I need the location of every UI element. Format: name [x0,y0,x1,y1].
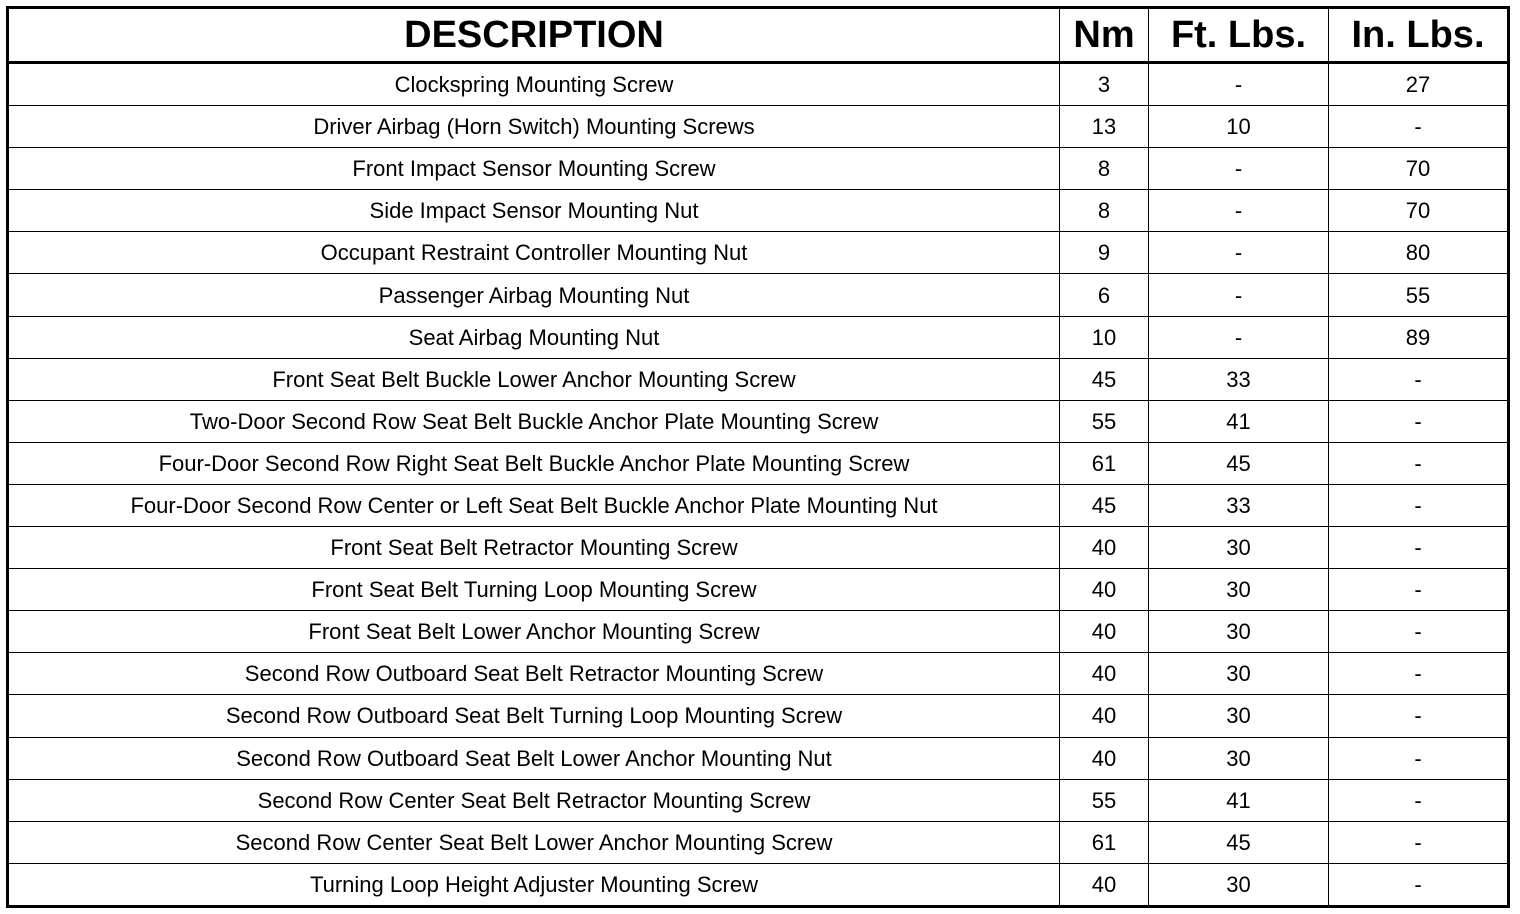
cell-description: Occupant Restraint Controller Mounting Nut [8,232,1060,274]
cell-nm: 10 [1060,316,1149,358]
cell-nm: 40 [1060,653,1149,695]
cell-ft-lbs: 45 [1149,442,1329,484]
cell-nm: 8 [1060,190,1149,232]
cell-in-lbs: - [1329,358,1509,400]
cell-description: Second Row Outboard Seat Belt Lower Anchor Mounting Nut [8,737,1060,779]
cell-description: Second Row Outboard Seat Belt Turning Loop Mounting Screw [8,695,1060,737]
cell-ft-lbs: - [1149,148,1329,190]
cell-description: Second Row Center Seat Belt Lower Anchor Mounting Screw [8,821,1060,863]
cell-description: Front Seat Belt Lower Anchor Mounting Screw [8,611,1060,653]
cell-nm: 13 [1060,106,1149,148]
cell-in-lbs: - [1329,611,1509,653]
cell-nm: 40 [1060,737,1149,779]
cell-description: Front Seat Belt Retractor Mounting Screw [8,527,1060,569]
cell-in-lbs: - [1329,863,1509,906]
cell-nm: 61 [1060,442,1149,484]
cell-in-lbs: - [1329,527,1509,569]
cell-nm: 45 [1060,484,1149,526]
cell-description: Two-Door Second Row Seat Belt Buckle Anchor Plate Mounting Screw [8,400,1060,442]
cell-nm: 40 [1060,527,1149,569]
cell-ft-lbs: 30 [1149,611,1329,653]
cell-nm: 40 [1060,863,1149,906]
header-in-lbs: In. Lbs. [1329,8,1509,63]
table-row [8,400,1509,442]
cell-description: Passenger Airbag Mounting Nut [8,274,1060,316]
cell-in-lbs: - [1329,779,1509,821]
cell-description: Turning Loop Height Adjuster Mounting Screw [8,863,1060,906]
table-row [8,821,1509,863]
cell-in-lbs: - [1329,737,1509,779]
table-row [8,190,1509,232]
header-ft-lbs: Ft. Lbs. [1149,8,1329,63]
table-row [8,779,1509,821]
table-row [8,863,1509,906]
cell-nm: 45 [1060,358,1149,400]
table-body [8,63,1509,907]
table-row [8,484,1509,526]
cell-ft-lbs: 41 [1149,779,1329,821]
cell-ft-lbs: - [1149,63,1329,106]
cell-description: Seat Airbag Mounting Nut [8,316,1060,358]
cell-description: Front Seat Belt Turning Loop Mounting Screw [8,569,1060,611]
cell-in-lbs: 70 [1329,148,1509,190]
table-row [8,611,1509,653]
cell-ft-lbs: - [1149,274,1329,316]
cell-in-lbs: 89 [1329,316,1509,358]
cell-description: Driver Airbag (Horn Switch) Mounting Screws [8,106,1060,148]
header-description: DESCRIPTION [8,8,1060,63]
cell-ft-lbs: 30 [1149,695,1329,737]
table-row [8,695,1509,737]
cell-nm: 40 [1060,569,1149,611]
cell-ft-lbs: 30 [1149,863,1329,906]
cell-ft-lbs: 10 [1149,106,1329,148]
cell-in-lbs: - [1329,653,1509,695]
cell-ft-lbs: 30 [1149,653,1329,695]
table-row [8,106,1509,148]
cell-description: Four-Door Second Row Right Seat Belt Buckle Anchor Plate Mounting Screw [8,442,1060,484]
cell-in-lbs: - [1329,400,1509,442]
cell-in-lbs: 80 [1329,232,1509,274]
cell-description: Side Impact Sensor Mounting Nut [8,190,1060,232]
cell-nm: 55 [1060,400,1149,442]
cell-nm: 3 [1060,63,1149,106]
cell-ft-lbs: 33 [1149,484,1329,526]
cell-description: Front Seat Belt Buckle Lower Anchor Mounting Screw [8,358,1060,400]
cell-ft-lbs: - [1149,316,1329,358]
cell-in-lbs: 70 [1329,190,1509,232]
table-row [8,569,1509,611]
cell-in-lbs: - [1329,106,1509,148]
cell-in-lbs: 55 [1329,274,1509,316]
cell-in-lbs: - [1329,695,1509,737]
cell-description: Four-Door Second Row Center or Left Seat Belt Buckle Anchor Plate Mounting Nut [8,484,1060,526]
table-row [8,316,1509,358]
table-row [8,63,1509,106]
cell-ft-lbs: 45 [1149,821,1329,863]
cell-nm: 40 [1060,695,1149,737]
cell-description: Front Impact Sensor Mounting Screw [8,148,1060,190]
cell-nm: 40 [1060,611,1149,653]
header-row [8,8,1509,63]
cell-in-lbs: - [1329,569,1509,611]
table-row [8,274,1509,316]
cell-in-lbs: - [1329,484,1509,526]
cell-ft-lbs: 33 [1149,358,1329,400]
cell-nm: 8 [1060,148,1149,190]
cell-in-lbs: - [1329,821,1509,863]
header-nm: Nm [1060,8,1149,63]
cell-in-lbs: - [1329,442,1509,484]
cell-nm: 55 [1060,779,1149,821]
cell-ft-lbs: 30 [1149,527,1329,569]
cell-nm: 6 [1060,274,1149,316]
cell-description: Clockspring Mounting Screw [8,63,1060,106]
cell-nm: 61 [1060,821,1149,863]
table-row [8,442,1509,484]
cell-ft-lbs: - [1149,190,1329,232]
cell-ft-lbs: 30 [1149,569,1329,611]
cell-nm: 9 [1060,232,1149,274]
table-row [8,148,1509,190]
table-row [8,527,1509,569]
cell-ft-lbs: 30 [1149,737,1329,779]
torque-spec-table [6,6,1510,908]
cell-description: Second Row Outboard Seat Belt Retractor Mounting Screw [8,653,1060,695]
cell-ft-lbs: 41 [1149,400,1329,442]
table-row [8,653,1509,695]
cell-description: Second Row Center Seat Belt Retractor Mounting Screw [8,779,1060,821]
cell-ft-lbs: - [1149,232,1329,274]
table-row [8,737,1509,779]
cell-in-lbs: 27 [1329,63,1509,106]
table-row [8,232,1509,274]
table-row [8,358,1509,400]
